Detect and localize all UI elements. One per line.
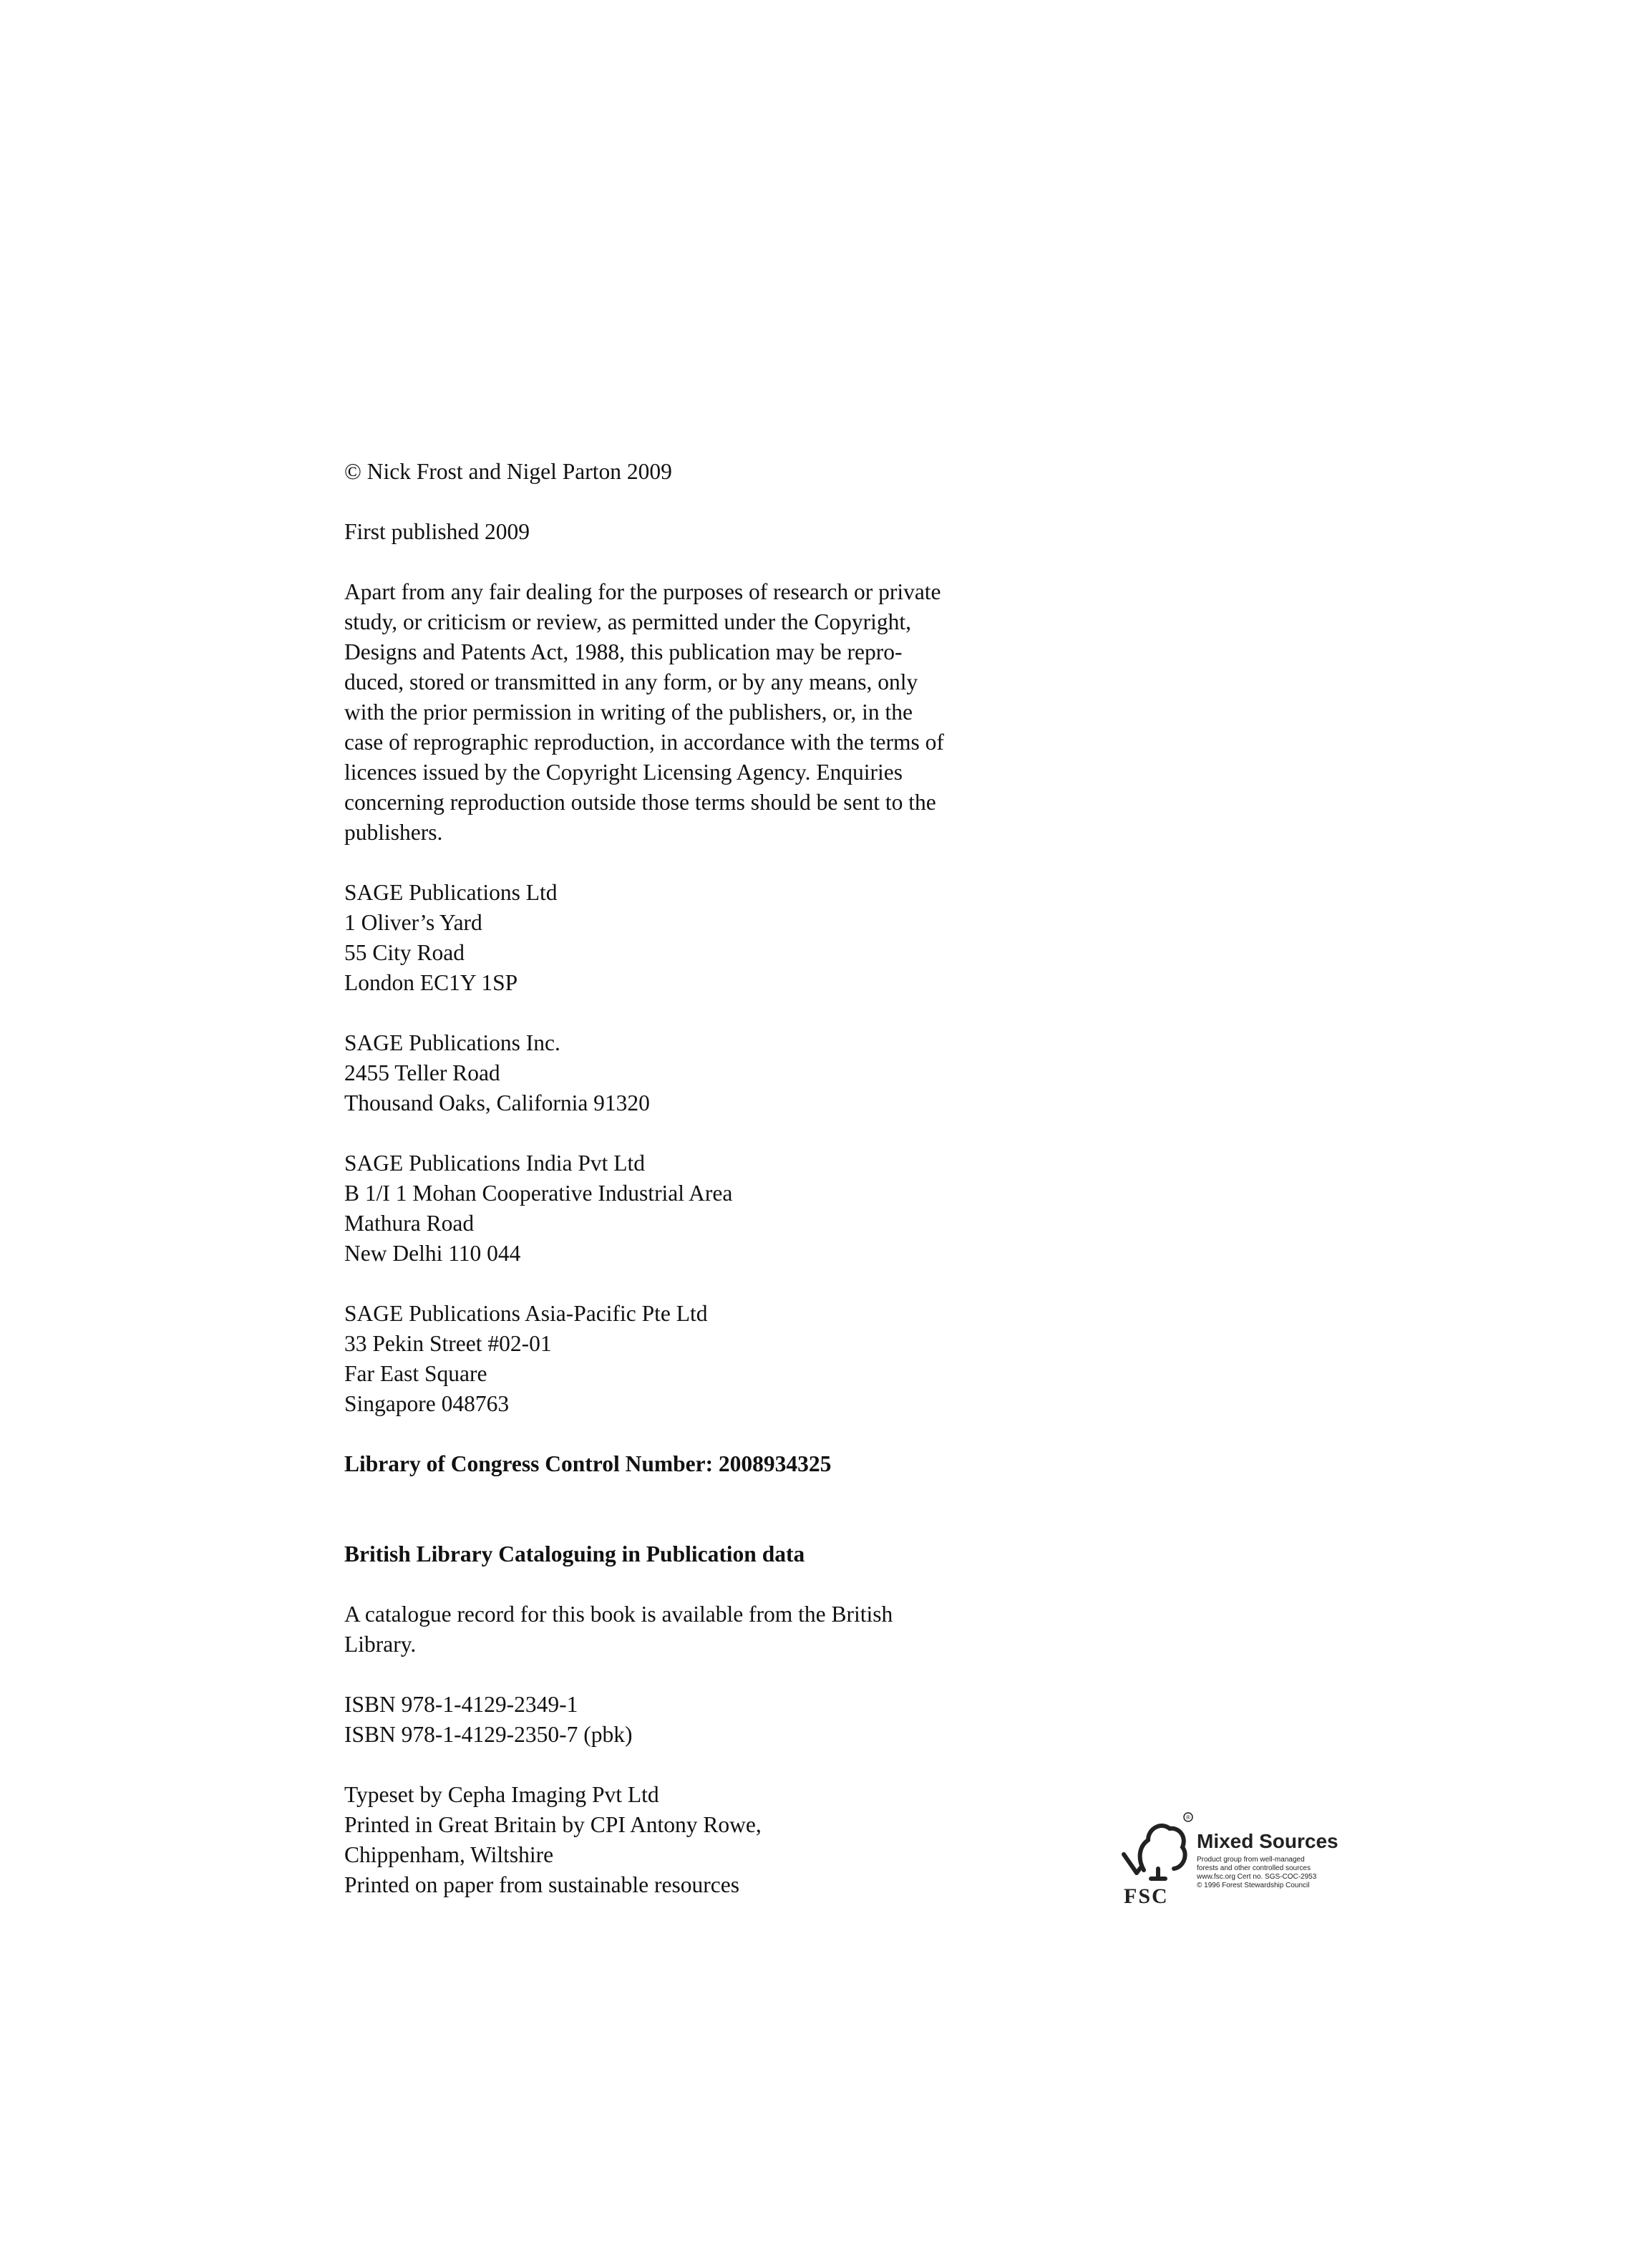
rights-paragraph [344,577,1003,848]
address-line: SAGE Publications Asia-Pacific Pte Ltd [344,1301,708,1326]
rights-line: with the prior permission in writing of the publishers, or, in the [344,699,913,725]
address-line: New Delhi 110 044 [344,1241,521,1266]
printing-line: Typeset by Cepha Imaging Pvt Ltd [344,1782,659,1807]
address-line: London EC1Y 1SP [344,970,518,995]
fsc-wordmark: FSC [1124,1884,1169,1908]
address-line: Thousand Oaks, California 91320 [344,1090,650,1115]
address-line: 33 Pekin Street #02-01 [344,1331,552,1356]
rights-line: publishers. [344,820,443,845]
rights-line: licences issued by the Copyright Licensing Agency. Enquiries [344,760,903,785]
address-line: Mathura Road [344,1211,475,1236]
rights-line: Designs and Patents Act, 1988, this publication may be repro- [344,639,903,664]
rights-line: concerning reproduction outside those terms should be sent to the [344,790,936,815]
address-line: SAGE Publications Inc. [344,1030,560,1055]
address-line: Singapore 048763 [344,1391,510,1416]
copyright-line: © Nick Frost and Nigel Parton 2009 [344,459,672,484]
fsc-registered-mark: ® [1186,1814,1190,1821]
printing-line: Chippenham, Wiltshire [344,1842,554,1867]
fsc-logo [1117,1810,1374,1910]
address-line: B 1/I 1 Mohan Cooperative Industrial Area [344,1181,733,1206]
address-us [344,1028,1003,1118]
printing-line: Printed on paper from sustainable resources [344,1872,739,1897]
rights-line: case of reprographic reproduction, in accordance with the terms of [344,730,944,755]
bl-text-line: Library. [344,1632,417,1657]
loc-control-number: Library of Congress Control Number: 2008934325 [344,1451,832,1476]
address-line: 1 Oliver’s Yard [344,910,482,935]
bl-heading: British Library Cataloguing in Publication data [344,1541,805,1567]
address-line: 55 City Road [344,940,465,965]
copyright-text-block [344,457,1003,1900]
isbn-line: ISBN 978-1-4129-2350-7 (pbk) [344,1722,633,1747]
address-line: SAGE Publications Ltd [344,880,558,905]
bl-text-line: A catalogue record for this book is available from the British [344,1602,893,1627]
address-line: 2455 Teller Road [344,1060,500,1085]
isbn-line: ISBN 978-1-4129-2349-1 [344,1692,578,1717]
rights-line: Apart from any fair dealing for the purposes of research or private [344,579,941,604]
address-india [344,1148,1003,1269]
fsc-line: www.fsc.org Cert no. SGS-COC-2953 [1197,1873,1317,1881]
rights-line: duced, stored or transmitted in any form, or by any means, only [344,669,918,694]
fsc-line: forests and other controlled sources [1197,1864,1311,1872]
address-line: Far East Square [344,1361,487,1386]
bl-text [344,1599,1003,1660]
address-uk [344,878,1003,998]
first-published-line: First published 2009 [344,519,530,544]
printing-line: Printed in Great Britain by CPI Antony Rowe, [344,1812,762,1837]
fsc-tree-check-icon [1117,1810,1195,1889]
rights-line: study, or criticism or review, as permitted under the Copyright, [344,609,911,634]
fsc-line: Product group from well-managed [1197,1856,1305,1864]
printing-info [344,1780,1003,1900]
address-singapore [344,1299,1003,1419]
fsc-line: © 1996 Forest Stewardship Council [1197,1882,1310,1889]
address-line: SAGE Publications India Pvt Ltd [344,1151,645,1176]
isbn-block [344,1690,1003,1750]
fsc-title: Mixed Sources [1197,1830,1338,1852]
